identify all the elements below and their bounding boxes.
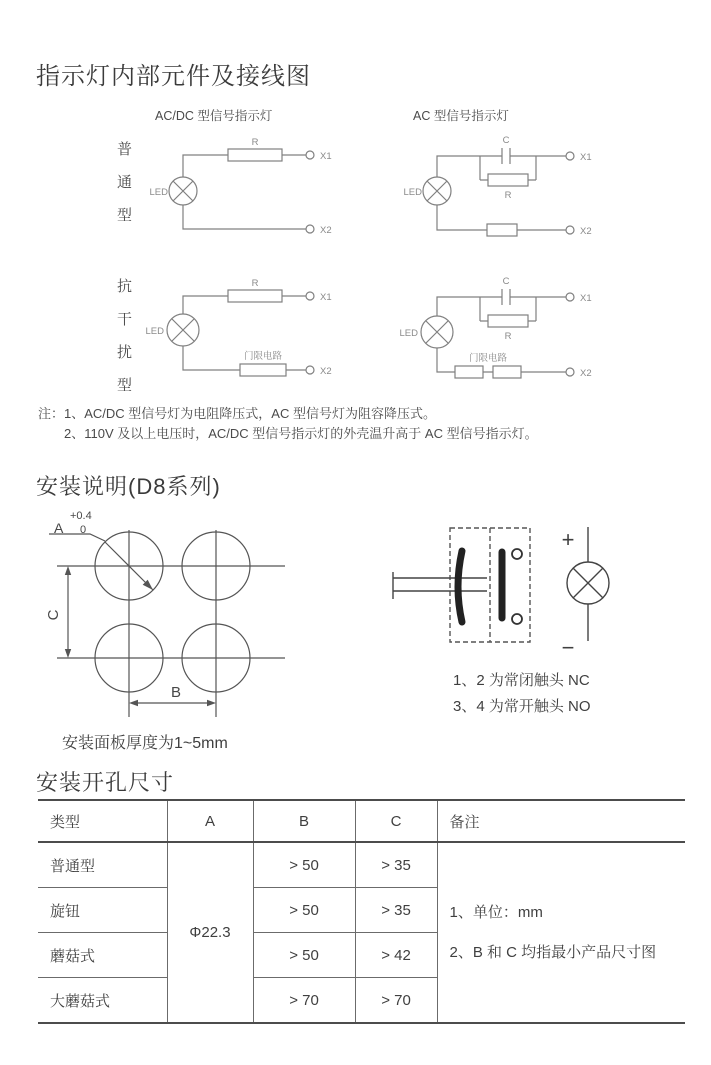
tolerance-lower: 0: [80, 524, 87, 536]
label-led: LED: [149, 187, 168, 198]
resistor: [488, 174, 528, 186]
nc-contact-bar: [458, 551, 462, 622]
label-c: C: [502, 276, 510, 287]
circuit-ac-common: [423, 148, 574, 236]
remark-line-1: 1、单位：mm: [449, 903, 543, 921]
dim-a-leader: [49, 534, 153, 590]
label-led: LED: [145, 326, 164, 337]
contact-notes: [453, 668, 591, 720]
dim-b-label: B: [170, 684, 182, 701]
label-x2: X2: [580, 368, 592, 379]
terminal-x2: [306, 366, 314, 374]
install-section-title: 安装说明(D8系列): [36, 474, 221, 499]
arrowhead: [65, 649, 71, 658]
header-remark: 备注: [437, 800, 685, 842]
type-cell: 旋钮: [38, 888, 167, 933]
resistor: [488, 315, 528, 327]
label-led: LED: [403, 187, 422, 198]
header-a: A: [167, 800, 253, 842]
circuit-ac-anti: [421, 289, 574, 378]
table-header-row: [38, 800, 685, 842]
threshold-circuit-box: [455, 366, 483, 378]
wiring-note-2: 2、110V 及以上电压时，AC/DC 型信号指示灯的外壳温升高于 AC 型信号指示灯。: [64, 426, 538, 441]
header-type: 类型: [38, 800, 167, 842]
header-c: C: [355, 800, 437, 842]
threshold-circuit-box: [240, 364, 286, 376]
label-x1: X1: [580, 293, 592, 304]
terminal-x2: [566, 368, 574, 376]
b-value-cell: > 50: [253, 842, 355, 888]
holes-section-title: 安装开孔尺寸: [36, 770, 175, 795]
resistor: [487, 224, 517, 236]
fixed-contact: [512, 549, 522, 559]
terminal-x2: [306, 225, 314, 233]
polarity-plus: +: [561, 527, 575, 552]
type-cell: 大蘑菇式: [38, 978, 167, 1024]
label-x1: X1: [320, 292, 332, 303]
contact-note-nc: 1、2 为常闭触头 NC: [453, 672, 590, 689]
label-x2: X2: [320, 225, 332, 236]
terminal-x1: [306, 292, 314, 300]
table-row: [38, 842, 685, 888]
column-header-ac: AC 型信号指示灯: [413, 109, 509, 123]
resistor: [228, 290, 282, 302]
c-value-cell: > 42: [355, 933, 437, 978]
remark-cell: [437, 842, 685, 1023]
label-x2: X2: [580, 226, 592, 237]
label-x1: X1: [580, 152, 592, 163]
b-value-cell: > 70: [253, 978, 355, 1024]
row-label-anti-interference-type: 抗干扰型: [115, 278, 132, 410]
c-value-cell: > 70: [355, 978, 437, 1024]
label-threshold: 门限电路: [468, 353, 508, 364]
c-value-cell: > 35: [355, 842, 437, 888]
label-led: LED: [399, 328, 418, 339]
hole-dimensions-table: [38, 799, 685, 1024]
label-r: R: [251, 278, 259, 289]
terminal-x1: [566, 293, 574, 301]
circuit-acdc-common: [169, 149, 314, 233]
terminal-x1: [306, 151, 314, 159]
label-r: R: [504, 331, 512, 342]
a-value-cell: Φ22.3: [167, 842, 253, 1023]
arrowhead: [65, 566, 71, 575]
contact-mechanism-drawing: [385, 505, 705, 665]
threshold-circuit-box: [493, 366, 521, 378]
tolerance-upper: +0.4: [70, 510, 92, 522]
panel-thickness-note: 安装面板厚度为1~5mm: [62, 735, 228, 752]
header-b: B: [253, 800, 355, 842]
remark-line-2: 2、B 和 C 均指最小产品尺寸图: [449, 943, 657, 961]
type-cell: 普通型: [38, 842, 167, 888]
label-threshold: 门限电路: [243, 351, 283, 362]
wiring-section-title: 指示灯内部元件及接线图: [36, 63, 311, 90]
arrowhead: [129, 700, 138, 706]
fixed-contact: [512, 614, 522, 624]
wiring-note-1: 注：1、AC/DC 型信号灯为电阻降压式，AC 型信号灯为阻容降压式。: [38, 406, 436, 421]
b-value-cell: > 50: [253, 933, 355, 978]
type-cell: 蘑菇式: [38, 933, 167, 978]
circuit-acdc-anti: [167, 290, 314, 376]
label-c: C: [502, 135, 510, 146]
label-r: R: [504, 190, 512, 201]
actuator-shaft: [393, 572, 487, 599]
arrowhead: [207, 700, 216, 706]
label-r: R: [251, 137, 259, 148]
contact-note-no: 3、4 为常开触头 NO: [453, 698, 591, 715]
terminal-x2: [566, 226, 574, 234]
terminal-x1: [566, 152, 574, 160]
polarity-minus: −: [561, 635, 575, 660]
wiring-diagrams: [0, 95, 711, 405]
dim-a-label: A: [54, 520, 64, 536]
label-x1: X1: [320, 151, 332, 162]
row-label-common-type: 普通型: [115, 141, 132, 240]
column-header-acdc: AC/DC 型信号指示灯: [155, 109, 273, 123]
dim-c-label: C: [45, 609, 62, 621]
c-value-cell: > 35: [355, 888, 437, 933]
label-x2: X2: [320, 366, 332, 377]
b-value-cell: > 50: [253, 888, 355, 933]
mounting-hole-drawing: [30, 505, 360, 740]
resistor: [228, 149, 282, 161]
